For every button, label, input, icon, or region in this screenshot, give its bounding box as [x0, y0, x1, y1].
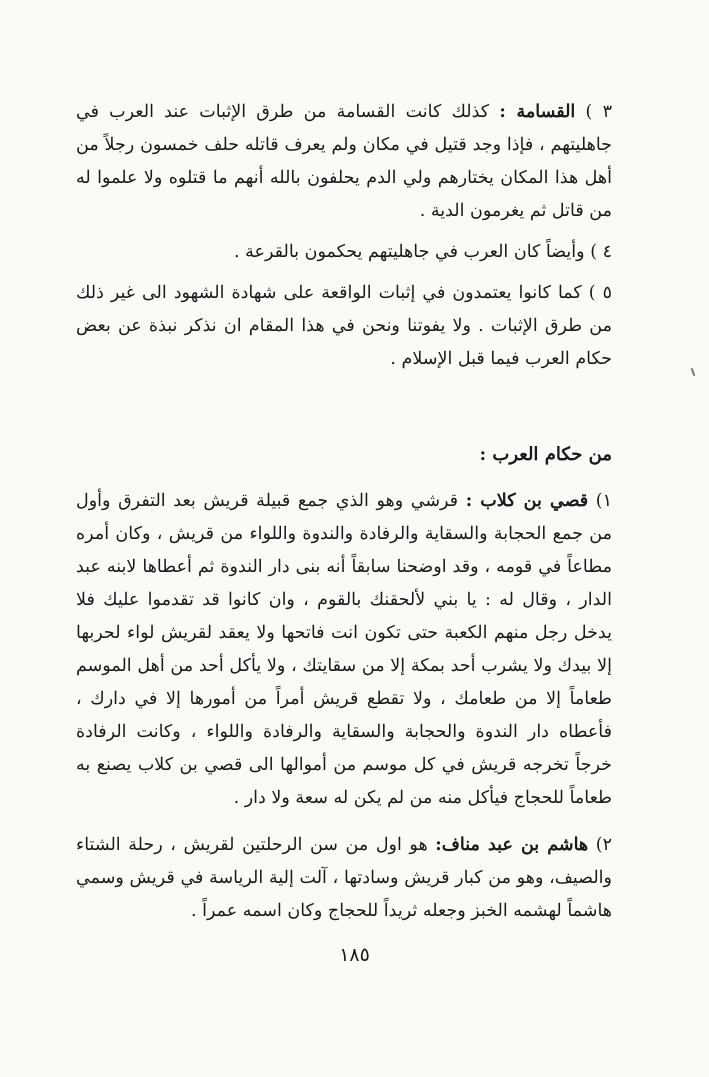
paragraph-witnesses: [76, 277, 612, 376]
section-heading: من حكام العرب :: [479, 444, 612, 465]
paragraph-number: ١): [595, 491, 612, 511]
paragraph-lot-casting: [76, 236, 612, 269]
paragraph-text: وأيضاً كان العرب في جاهليتهم يحكمون بالقرعة .: [234, 242, 585, 262]
page-number: ١٨٥: [339, 944, 370, 966]
paragraph-lead-term: قصي بن كلاب :: [465, 491, 589, 511]
paragraph-text: كذلك كانت القسامة من طرق الإثبات عند العرب في جاهليتهم ، فإذا وجد قتيل في مكان ولم يعرف قاتله حلف خمسون رجلاً من أهل هذا المكان يختارهم ولي الدم يحلفون بالله أنهم ما قتلوه ولا علموا له من قاتل ثم يغرمون الدية .: [76, 102, 612, 221]
book-page: [76, 96, 612, 1076]
paragraph-number: ٤ ): [590, 242, 612, 262]
paragraph-qasama: [76, 96, 612, 228]
paragraph-number: ٢): [595, 835, 612, 855]
paragraph-lead-term: هاشم بن عبد مناف:: [435, 835, 589, 855]
paragraph-lead-term: القسامة :: [499, 102, 576, 122]
paragraph-qusay: [76, 485, 612, 815]
paragraph-text: قرشي وهو الذي جمع قبيلة قريش بعد التفرق وأول من جمع الحجابة والسقاية والرفادة والندوة واللواء من قريش ، وكان أمره مطاعاً في قومه ، وقد اوضحنا سابقاً أنه بنى دار الندوة ثم أعطاها لابنه عبد الدار ، وقال له : يا بني لألحقنك بالقوم ، وان كانوا قد تقدموا عليك فلا يدخل رجل منهم الكعبة حتى تكون انت فاتحها ولا يعقد لقريش لواء لحربها إلا بيدك ولا يشرب أحد بمكة إلا من سقايتك ، ولا يأكل أحد من أهل الموسم طعاماً إلا من طعامك ، ولا تقطع قريش أمراً من أمورها إلا في دارك ، فأعطاه دار الندوة والحجابة والسقاية والرفادة واللواء ، وكانت الرفادة خرجاً تخرجه قريش في كل موسم من أموالها الى قصي بن كلاب يصنع به طعاماً للحجاج فيأكل منه من لم يكن له سعة ولا دار .: [76, 491, 612, 808]
paragraph-number: ٥ ): [588, 283, 612, 303]
paragraph-text: كما كانوا يعتمدون في إثبات الواقعة على شهادة الشهود الى غير ذلك من طرق الإثبات . ولا يفوتنا ونحن في هذا المقام ان نذكر نبذة عن بعض حكام العرب فيما قبل الإسلام .: [76, 283, 612, 369]
paragraph-text: هو اول من سن الرحلتين لقريش ، رحلة الشتاء والصيف، وهو من كبار قريش وسادتها ، آلت إلية الرياسة في قريش وسمي هاشماً لهشمه الخبز وجعله ثريداً للحجاج وكان اسمه عمراً .: [76, 835, 612, 921]
margin-mark: [691, 368, 696, 376]
paragraph-hashim: [76, 829, 612, 928]
paragraph-number: ٣ ): [585, 102, 612, 122]
